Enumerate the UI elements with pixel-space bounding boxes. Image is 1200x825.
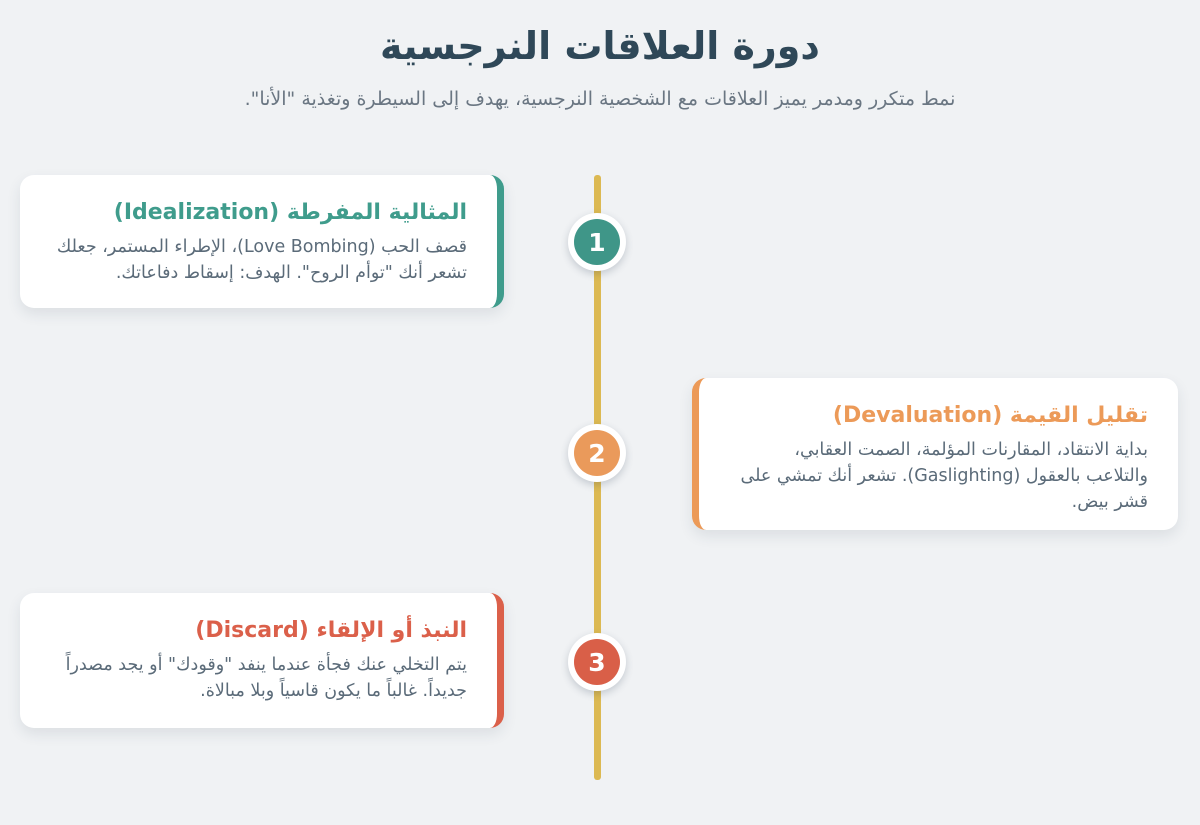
step-body-devaluation: بداية الانتقاد، المقارنات المؤلمة، الصمت العقابي، والتلاعب بالعقول (Gaslighting). تشعر أنك تمشي على قشر بيض. <box>740 440 1148 512</box>
step-body-discard: يتم التخلي عنك فجأة عندما ينفد "وقودك" أو يجد مصدراً جديداً. غالباً ما يكون قاسياً وبلا مبالاة. <box>65 655 467 702</box>
step-title-idealization: المثالية المفرطة (Idealization) <box>113 200 467 225</box>
step-card-idealization <box>20 175 504 308</box>
step-card-discard <box>20 593 504 728</box>
step-body-idealization: قصف الحب (Love Bombing)، الإطراء المستمر، جعلك تشعر أنك "توأم الروح". الهدف: إسقاط دفاعاتك. <box>56 237 467 284</box>
step-number-1: 1 <box>574 219 620 265</box>
step-title-discard: النبذ أو الإلقاء (Discard) <box>195 618 467 643</box>
step-number-2: 2 <box>574 430 620 476</box>
step-number-3: 3 <box>574 639 620 685</box>
step-marker-3 <box>568 633 626 691</box>
step-title-devaluation: تقليل القيمة (Devaluation) <box>832 403 1148 428</box>
page-title: دورة العلاقات النرجسية <box>380 24 820 68</box>
page-subtitle: نمط متكرر ومدمر يميز العلاقات مع الشخصية النرجسية، يهدف إلى السيطرة وتغذية "الأنا". <box>244 88 956 110</box>
step-marker-2 <box>568 424 626 482</box>
step-marker-1 <box>568 213 626 271</box>
step-card-devaluation <box>692 378 1178 530</box>
